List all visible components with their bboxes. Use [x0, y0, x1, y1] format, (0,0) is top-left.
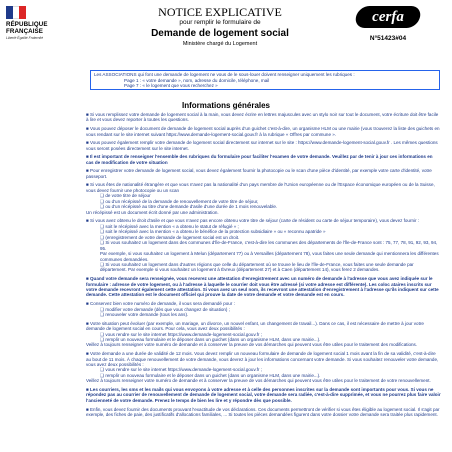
- list-item: ❑ renouveler votre demande (tous les ans).: [100, 312, 189, 317]
- list-item: ❑ remplir un nouveau formulaire et le déposer dans un guichet (dans un organisme HLM, dans une mairie...).: [100, 372, 321, 378]
- general-information-content: [86, 112, 441, 450]
- list-item: ❑ soit le récépissé avec la mention « a obtenu le statut de réfugié » ;: [100, 223, 239, 229]
- paragraph: ■ Vous pouvez également remplir votre demande de logement social directement sur internet sur le site : https://www.demande-logement-social.gouv.fr . Les mêmes questions vous seront posées directement sur le site internet.: [86, 140, 438, 151]
- list-item: ❑ ou d'un récépissé au titre d'une demande d'asile d'une durée de 1 mois renouvelable.: [100, 204, 278, 210]
- list-item: ❑ modifier votre demande (dès que vous changez de situation) ;: [100, 306, 230, 312]
- republique-francaise-logo: [6, 6, 84, 41]
- list-item: ❑ vous rendre sur le site internet https://www.demande-logement-social.gouv.fr ;: [100, 331, 262, 337]
- list-item: ❑ (enregistrement de votre demande de logement social est un droit.: [100, 234, 240, 240]
- list-item: ❑ de votre titre de séjour: [100, 193, 151, 199]
- paragraph: ■ Pour enregistrer votre demande de logement social, vous devez également fournir la photocopie ou le scan d'une pièce d'identité, par exemple votre carte d'identité, votre passeport.: [86, 168, 432, 179]
- paragraph: ■ Il est important de renseigner l'ensemble des rubriques du formulaire pour faciliter l'examen de votre demande. Veuillez par de tenir à jour ces informations en cas de modification de votre situation: [86, 154, 433, 165]
- list-item: Par exemple, si vous souhaitez un logement à Melun (département 77) ou à Versailles (département 78), vous faites une seule demande qui mentionnera les différentes communes demandées.: [100, 251, 439, 262]
- page-header: [0, 0, 452, 90]
- devise-label: Liberté Égalité Fraternité: [6, 36, 44, 41]
- paragraph: ■ Quand votre demande sera renseignée, vous recevrez une attestation d'enregistrement avec un numéro de demande à l'adresse que vous avez indiquée sur le formulaire : adresse de votre logement, ou à l'adresse à laquelle le courrier doit vous être adressé (si votre adresse est différente). Les coloc ataires inscrits sur votre demande recevront également cette attestation. Si vous avez un seul nom, ils recevront une attestation d'enregistrement à l'adresse qu'ils indiquent sur cette demande. Cette attestation est le document officiel qui prouve la date de votre demande et votre demande est en cours.: [86, 276, 439, 298]
- paragraph: ■ Votre demande a une durée de validité de 12 mois. Vous devez remplir un nouveau formulaire de demande de logement social 1 mois avant la fin de sa validité, c'est-à-dire au bout de 11 mois. À chaque renouvellement de votre demande, vous devrez à jour les informations concernant votre demande. Si vous souhaitez renouveler votre demande, vous avez deux possibilités :: [86, 351, 439, 367]
- paragraph: ■ Enfin, vous devez fournir des documents prouvant l'exactitude de vos déclarations. Ces documents permettront de vérifier si vous êtes éligible au logement social. Il s'agit par exemple, des fiches de paie, des justificatifs d'allocations familiales, ... Si toutes les pièces demandées figurent dans votre dossier votre demande sera traitée plus rapidement.: [86, 406, 440, 417]
- list-item: ❑ Si vous souhaitez un logement dans des communes d'Île-de-France, c'est-à-dire les communes des départements de l'Île-de-France sont : 75, 77, 78, 91, 92, 93, 94, 95.: [100, 240, 438, 251]
- paragraph: ■ Les courriers, les sms et les mails qui vous envoyons à votre adresse et à celle des personnes inscrites sur la demande sont importants pour vous. Si vous ne répondez pas au courrier de renouvellement de demande de logement social, votre demande sera radiée, c'est-à-dire supprimée, et vous ne pourrez plus faire valoir l'ancienneté de votre demande. Prenez le temps de bien les lire et y répondre dès que possible.: [86, 387, 441, 403]
- paragraph: ■ Si vous êtes de nationalité étrangère et que vous n'avez pas la nationalité d'un pays membre de l'Union européenne ou de l'Espace économique européen ou de la Suisse, vous devez fournir une photocopie ou un scan: [86, 182, 435, 193]
- paragraph: ■ Votre situation peut évoluer (par exemple, un mariage, un divorce, un nouvel enfant, un changement de travail...). Dans ce cas, il est nécessaire de mettre à jour votre demande de logement social en cours. Pour cela, vous avez deux possibilités :: [86, 320, 424, 332]
- notice-subtitle: pour remplir le formulaire de: [179, 19, 261, 26]
- list-item: ❑ soit le récépissé avec la mention « a obtenu le bénéfice de la protection subsidiaire » ou « reconnu apatride »: [100, 229, 326, 235]
- paragraph: ■ Si vous remplissez votre demande de logement social à la main, vous devez écrire en lettres majuscules avec un stylo noir sur tout le document, votre écriture doit être facile à lire et vous devez reporter à toutes les questions.: [86, 112, 439, 123]
- paragraph: ■ Vous pouvez déposer le document de demande de logement social auprès d'un guichet c'est-à-dire, un organisme HLM ou une mairie (vous trouverez la liste des guichets en vous rendant sur le site internet suivant https://www.demande-logement-social.gouv.fr à la rubrique « Offres par commune ».: [86, 126, 440, 137]
- box-line-3: Page 7 : « le logement que vous recherchez »: [124, 83, 218, 89]
- ministry-label: Ministère chargé du Logement: [182, 41, 258, 47]
- title-block: [110, 6, 330, 48]
- cerfa-logo: [354, 6, 423, 28]
- paragraph: ■ Conservez bien votre numéro de demande, il vous sera demandé pour :: [86, 301, 235, 307]
- cerfa-number: N°51423#04: [369, 35, 407, 42]
- list-item: ❑ remplir un nouveau formulaire et le déposer dans un guichet (dans un organisme HLM, dans une mairie...).: [100, 337, 321, 342]
- box-line-2: Page 1 : « votre demande », nom, adresse du domicile, téléphone, mail: [124, 77, 270, 83]
- paragraph-note: Veillez à toujours renseigner votre numéro de demande et à conserver la preuve de vos démarches qui peuvent vous être utiles pour le traitement de votre renouvellement.: [86, 378, 431, 384]
- associations-info-box: [90, 70, 440, 90]
- paragraph-note: Un récépissé est un document écrit donné par une administration.: [86, 209, 219, 215]
- cerfa-logo-text: cerfa: [372, 9, 404, 25]
- list-item: ❑ vous rendre sur le site internet https://www.demande-logement-social.gouv.fr ;: [100, 367, 262, 373]
- republique-label: RÉPUBLIQUE: [6, 21, 48, 28]
- list-item: ❑ ou d'un récépissé de la demande de renouvellement de votre titre de séjour,: [100, 198, 259, 204]
- francaise-label: FRANÇAISE: [6, 27, 43, 35]
- paragraph-note: Veillez à toujours renseigner votre numéro de demande et à conserver la preuve de vos démarches qui peuvent vous être utiles pour le traitement des modifications.: [86, 342, 418, 348]
- form-title: Demande de logement social: [151, 28, 289, 39]
- paragraph: ■ Si vous avez obtenu le droit d'asile et que vous n'avez pas encore obtenu votre titre de séjour (carte de résident ou carte de séjour temporaire), vous devez fournir :: [86, 218, 420, 224]
- section-title: Informations générales: [181, 101, 271, 110]
- box-line-1: Les ASSOCIATIONS qui font une demande de logement ne vous de le sous-louer doivent renseigner uniquement les rubriques :: [94, 72, 355, 77]
- french-flag-icon: [6, 6, 26, 19]
- notice-title: NOTICE EXPLICATIVE: [158, 5, 282, 19]
- list-item: ❑ Si vous souhaitez un logement dans d'autres régions que celle du département où se trouve le lieu de l'Île-de-France, vous faites une seule demande par département. Par exemple si vous souhaitez un logement à Évreux (département 27) et à Caen (département 14), vous ferez 2 demandes.: [100, 262, 414, 273]
